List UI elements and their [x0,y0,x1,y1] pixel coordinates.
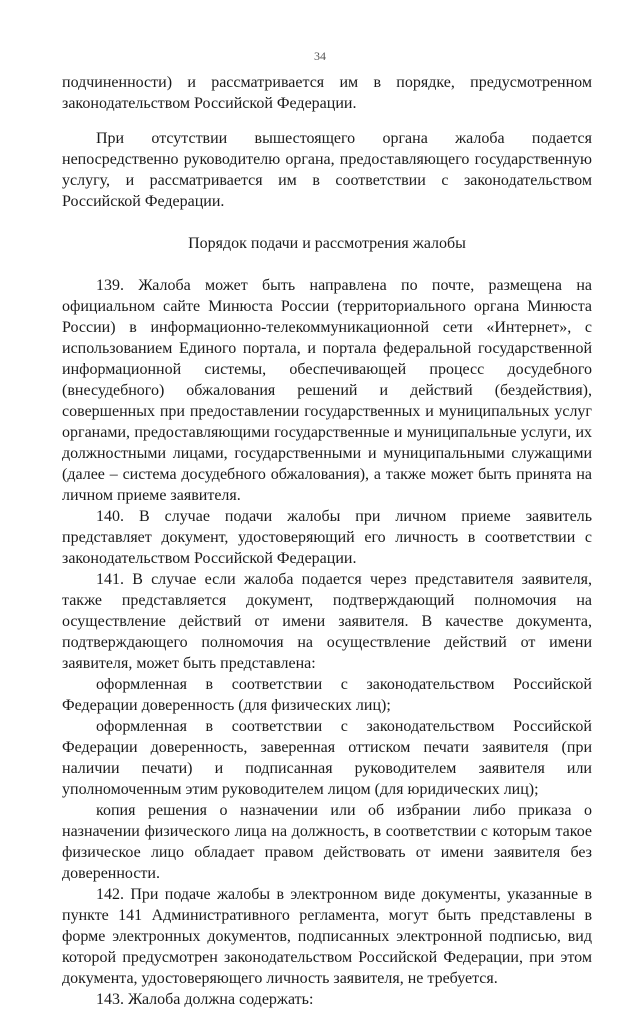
paragraph-141-item-legal-entities: оформленная в соответствии с законодательством Российской Федерации доверенность, заверенная оттиском печати заявителя (при наличии печати) и подписанная руководителем заявителя или уполномоченным этим руководителем лицом (для юридических лиц); [62,718,592,798]
paragraph-no-superior-body: При отсутствии вышестоящего органа жалоба подается непосредственно руководителю органа, предоставляющего государственную услугу, и рассматривается им в соответствии с законодательством Российской Федерации. [62,130,592,210]
paragraph-141: 141. В случае если жалоба подается через представителя заявителя, также представляется документ, подтверждающий полномочия на осуществление действий от имени заявителя. В качестве документа, подтверждающего полномочия на осуществление действий от имени заявителя, может быть представлена: [62,571,592,672]
document-body [62,72,592,1010]
paragraph-142: 142. При подаче жалобы в электронном виде документы, указанные в пункте 141 Административного регламента, могут быть представлены в форме электронных документов, подписанных электронной подписью, вид которой предусмотрен законодательством Российской Федерации, при этом документа, удостоверяющего личность заявителя, не требуется. [62,886,592,987]
paragraph-141-item-individuals: оформленная в соответствии с законодательством Российской Федерации доверенность (для физических лиц); [62,676,592,714]
paragraph-141-item-appointment-copy: копия решения о назначении или об избрании либо приказа о назначении физического лица на должность, в соответствии с которым такое физическое лицо обладает правом действовать от имени заявителя без доверенности. [62,802,592,882]
paragraph-139: 139. Жалоба может быть направлена по почте, размещена на официальном сайте Минюста России (территориального органа Минюста России) в информационно-телекоммуникационной сети «Интернет», с использованием Единого портала, и портала федеральной государственной информационной системы, обеспечивающей процесс досудебного (внесудебного) обжалования решений и действий (бездействия), совершенных при предоставлении государственных и муниципальных услуг органами, предоставляющими государственные и муниципальные услуги, их должностными лицами, государственными и муниципальными служащими (далее – система досудебного обжалования), а также может быть принята на личном приеме заявителя. [62,277,592,504]
paragraph-140: 140. В случае подачи жалобы при личном приеме заявитель представляет документ, удостоверяющий его личность в соответствии с законодательством Российской Федерации. [62,508,592,567]
paragraph-continuation: подчиненности) и рассматривается им в порядке, предусмотренном законодательством Российской Федерации. [62,74,592,112]
page-number: 34 [314,49,326,63]
section-heading: Порядок подачи и рассмотрения жалобы [188,235,466,252]
paragraph-143: 143. Жалоба должна содержать: [96,991,314,1008]
